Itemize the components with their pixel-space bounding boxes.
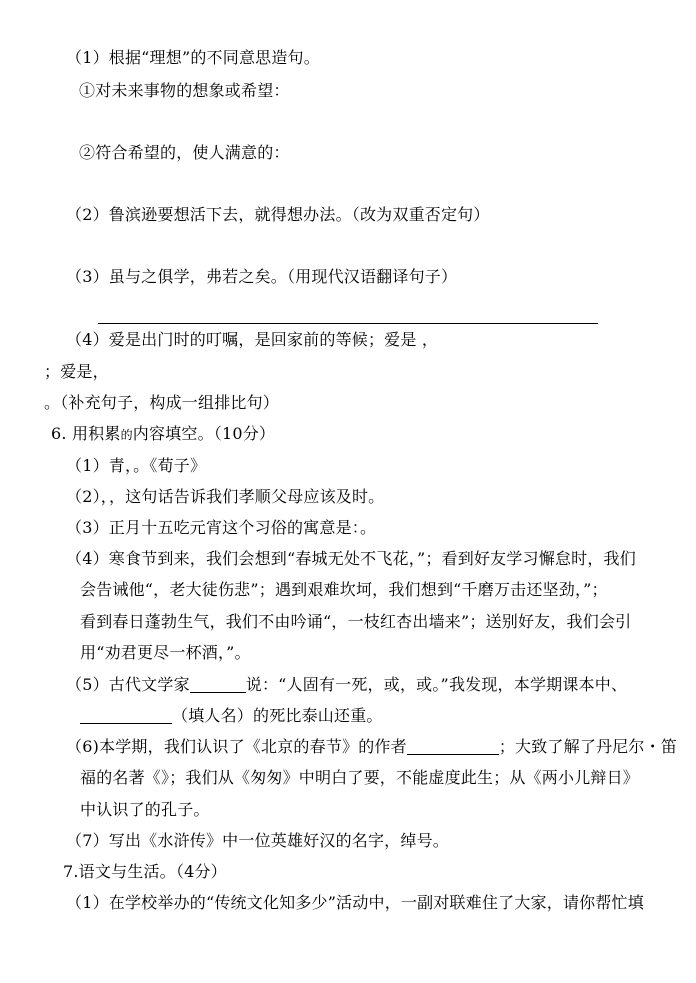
blank-author [407,738,499,755]
question-5-4-cont-1: ；爱是， [44,362,109,381]
question-6-4-line-1: （4）寒食节到来，我们会想到“春城无处不飞花，”；看到好友学习懈怠时，我们 [66,549,636,568]
question-6-6-pre: （6)本学期，我们认识了《北京的春节》的作者 [66,737,407,756]
question-5-1-item-a: ①对未来事物的想象或希望： [79,81,290,100]
question-6-6-line-3: 中认识了的孔子。 [80,800,210,819]
blank-writer [190,676,246,693]
question-6-6-line-2: 福的名著《》；我们从《匆匆》中明白了要，不能虚度此生；从《两小儿辩日》 [80,768,640,787]
question-6-5-line-2 [80,706,383,726]
question-6-4-line-2: 会告诫他“，老大徒伤悲”；遇到艰难坎坷，我们想到“千磨万击还坚劲，”； [80,580,608,599]
answer-line [98,323,598,324]
question-6-heading-pre: 6. 用积累 [51,424,121,443]
question-5-2: （2）鲁滨逊要想活下去，就得想办法。（改为双重否定句） [66,205,490,224]
question-6-heading-post: 内容填空。（10分） [132,424,276,443]
question-6-heading [51,424,275,445]
question-6-5-post: 说：“人固有一死，或，或。”我发现，本学期课本中、 [245,675,628,694]
question-6-7: （7）写出《水浒传》中一位英雄好汉的名字，绰号。 [66,831,449,850]
question-5-1-item-b: ②符合希望的，使人满意的： [79,143,290,162]
question-5-3: （3）虽与之俱学，弗若之矣。（用现代汉语翻译句子） [66,267,458,286]
question-6-5-line-2-text: （填人名）的死比泰山还重。 [172,706,383,725]
question-7-heading: 7.语文与生活。（4分） [63,862,227,881]
question-6-heading-small: 的 [120,428,133,442]
question-6-4-line-4: 用“劝君更尽一杯酒，”。 [80,643,251,662]
question-6-4-line-3: 看到春日蓬勃生气，我们不由吟诵“，一枝红杏出墙来”；送别好友，我们会引 [80,612,632,631]
question-6-2: （2），，这句话告诉我们孝顺父母应该及时。 [66,487,385,506]
question-6-5-line-1 [66,675,627,695]
question-6-1: （1）青，。《荀子》 [66,456,207,475]
question-5-4: （4）爱是出门时的叮嘱，是回家前的等候；爱是 ， [66,330,439,349]
question-6-3: （3）正月十五吃元宵这个习俗的寓意是：。 [66,518,377,537]
blank-person-name [80,707,172,724]
question-6-5-pre: （5）古代文学家 [66,675,190,694]
question-7-1: （1）在学校举办的“传统文化知多少”活动中，一副对联难住了大家，请你帮忙填 [66,893,644,912]
question-5-1: （1）根据“理想”的不同意思造句。 [66,48,320,67]
question-5-4-cont-2: 。（补充句子，构成一组排比句） [44,393,280,412]
question-6-6-post: ；大致了解了丹尼尔・笛 [498,737,678,756]
question-6-6-line-1 [66,737,677,757]
